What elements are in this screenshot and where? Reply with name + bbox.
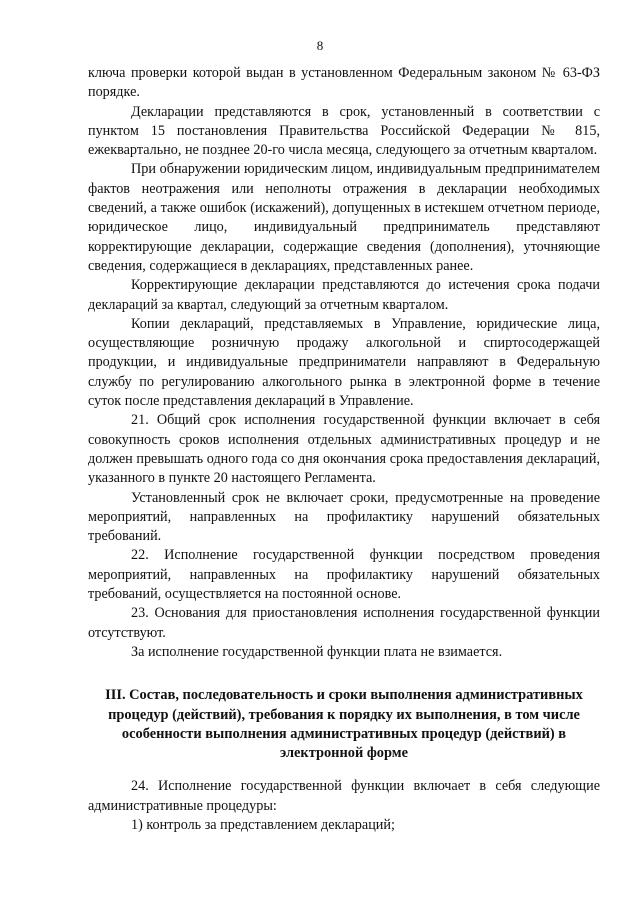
paragraph-21: 21. Общий срок исполнения государственной функции включает в себя совокупность сроков исполнения отдельных административных процедур и не должен превышать одного года со дня окончания срока предоставления деклараций, указанного в пункте 20 настоящего Регламента.	[88, 412, 600, 487]
list-item-1: 1) контроль за представлением деклараций;	[131, 816, 395, 833]
paragraph-declaration-deadline: Декларации представляются в срок, установленный в соответствии с пунктом 15 постановления Правительства Российской Федерации № 815, ежеквартально, не позднее 20-го числа месяца, следующего за отчетным кварталом.	[88, 103, 600, 159]
paragraph-established-term: Установленный срок не включает сроки, предусмотренные на проведение мероприятий, направленных на профилактику нарушений обязательных требований.	[88, 489, 600, 545]
paragraph-22: 22. Исполнение государственной функции посредством проведения мероприятий, направленных на профилактику нарушений обязательных требований, осуществляется на постоянной основе.	[88, 547, 600, 603]
paragraph-corrective-declarations: При обнаружении юридическим лицом, индивидуальным предпринимателем фактов неотражения или неполноты отражения в декларации необходимых сведений, а также ошибок (искажений), допущенных в истекшем отчетном периоде, юридическое лицо, индивидуальный предприниматель представляют корректирующие декларации, содержащие сведения (дополнения), уточняющие сведения, содержащиеся в декларациях, представленных ранее.	[88, 161, 600, 274]
paragraph-corrective-deadline: Корректирующие декларации представляются до истечения срока подачи деклараций за квартал, следующий за отчетным кварталом.	[88, 277, 600, 313]
paragraph-no-fee: За исполнение государственной функции плата не взимается.	[131, 643, 503, 660]
paragraph-declaration-copies: Копии деклараций, представляемых в Управление, юридические лица, осуществляющие розничную продажу алкогольной и спиртосодержащей продукции, и индивидуальные предприниматели направляют в Федеральную службу по регулированию алкогольного рынка в электронной форме в течение суток после представления деклараций в Управление.	[88, 315, 600, 410]
document-body	[88, 64, 600, 835]
paragraph-continuation: ключа проверки которой выдан в установленном Федеральным законом № 63-ФЗ порядке.	[88, 65, 600, 101]
paragraph-24: 24. Исполнение государственной функции включает в себя следующие административные процедуры:	[88, 778, 600, 814]
paragraph-23: 23. Основания для приостановления исполнения государственной функции отсутствуют.	[88, 605, 600, 641]
page-number: 8	[316, 38, 324, 53]
section-heading: III. Состав, последовательность и сроки выполнения административных процедур (действий), требования к порядку их выполнения, в том числе особенности выполнения административных процедур (действий) в электронной форме	[105, 687, 583, 762]
